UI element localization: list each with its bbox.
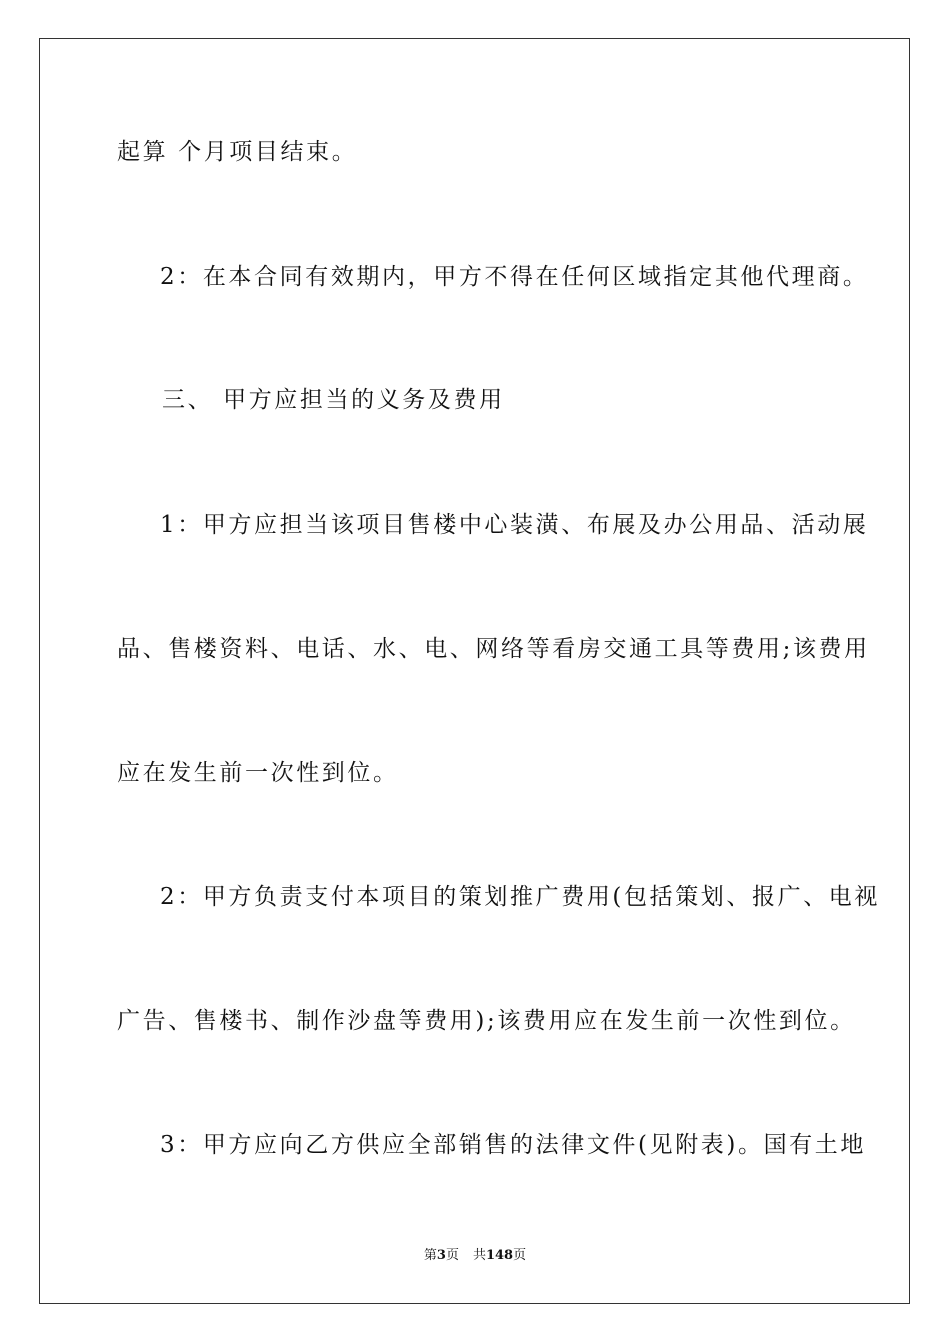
footer-total-pages: 148 xyxy=(485,1248,514,1263)
text-line-2: 2：在本合同有效期内，甲方不得在任何区域指定其他代理商。 xyxy=(160,264,869,290)
text-line-9: 3：甲方应向乙方供应全部销售的法律文件(见附表)。国有土地 xyxy=(160,1132,866,1158)
footer-page-number: 3 xyxy=(436,1248,446,1263)
text-line-1: 起算 个月项目结束。 xyxy=(117,139,358,165)
page-border xyxy=(39,38,910,1304)
text-line-8: 广告、售楼书、制作沙盘等费用);该费用应在发生前一次性到位。 xyxy=(117,1008,856,1034)
text-line-7: 2：甲方负责支付本项目的策划推广费用(包括策划、报广、电视 xyxy=(160,884,881,910)
section-heading: 三、 甲方应担当的义务及费用 xyxy=(162,387,505,413)
text-line-4: 1：甲方应担当该项目售楼中心装潢、布展及办公用品、活动展 xyxy=(160,512,869,538)
footer-total-suffix: 页 xyxy=(513,1248,527,1263)
footer-page-prefix: 第 xyxy=(423,1248,437,1263)
text-line-6: 应在发生前一次性到位。 xyxy=(117,760,399,786)
footer-total-prefix: 共 xyxy=(472,1248,486,1263)
text-line-5: 品、售楼资料、电话、水、电、网络等看房交通工具等费用;该费用 xyxy=(117,636,870,662)
page-footer xyxy=(0,1247,950,1265)
footer-page-suffix: 页 xyxy=(445,1248,459,1263)
